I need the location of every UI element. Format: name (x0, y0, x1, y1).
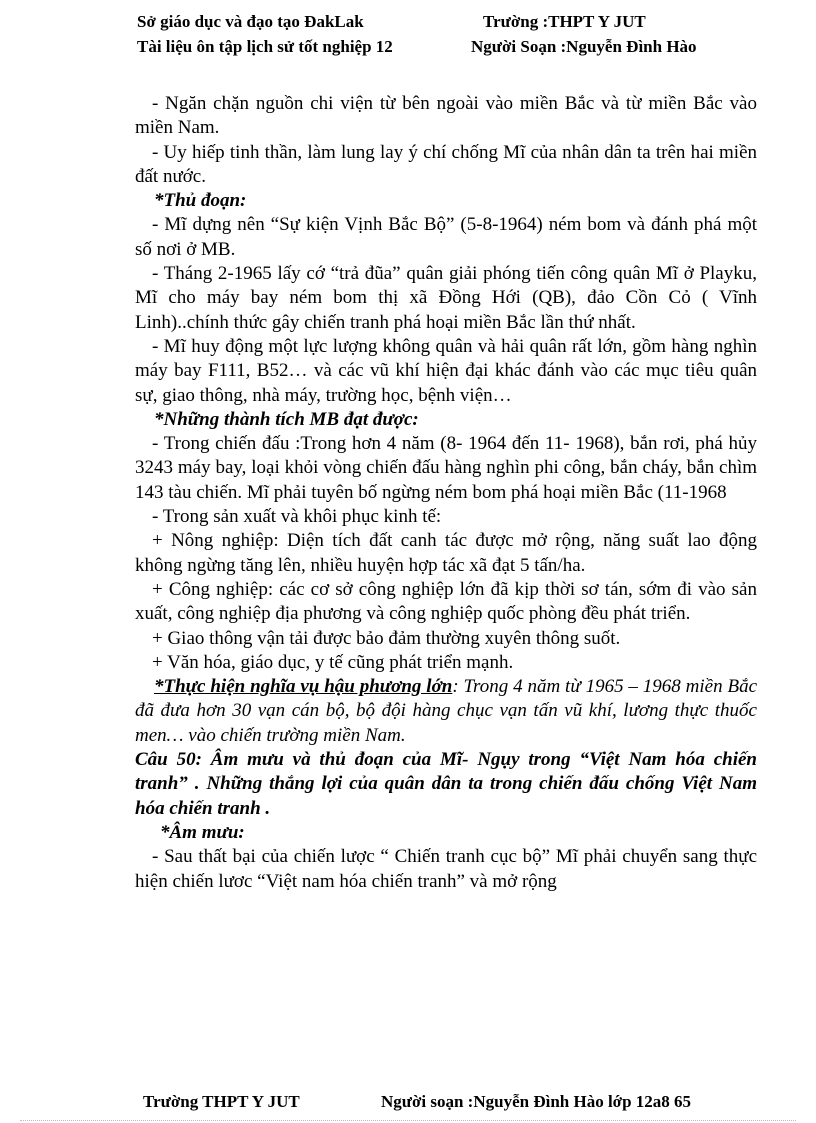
footer-author: Người soạn :Nguyễn Đình Hào lớp 12a8 65 (381, 1092, 692, 1111)
paragraph: + Nông nghiệp: Diện tích đất canh tác được mở rộng, năng suất lao động không ngừng tăng lên, nhiều huyện hợp tác xã đạt 5 tấn/ha. (135, 530, 757, 576)
paragraph: - Trong chiến đấu :Trong hơn 4 năm (8- 1964 đến 11- 1968), bắn rơi, phá hủy 3243 máy bay, loại khỏi vòng chiến đấu hàng nghìn phi công, bắn cháy, bắn chìm 143 tàu chiến. Mĩ phải tuyên bố ngừng ném bom phá hoại miền Bắc (11-1968 (135, 433, 757, 503)
footer-school: Trường THPT Y JUT (143, 1092, 300, 1111)
paragraph: + Giao thông vận tải được bảo đảm thường xuyên thông suốt. (152, 627, 621, 649)
paragraph: - Sau thất bại của chiến lược “ Chiến tranh cục bộ” Mĩ phải chuyển sang thực hiện chiến lươc “Việt nam hóa chiến tranh” và mở rộng (135, 846, 757, 892)
section-heading-thanh-tich: *Những thành tích MB đạt được: (154, 408, 419, 430)
paragraph: - Mĩ huy động một lực lượng không quân và hải quân rất lớn, gồm hàng nghìn máy bay F111, B52… và các vũ khí hiện đại khác đánh vào các mục tiêu quân sự, giao thông, nhà máy, trường học, bệnh viện… (135, 335, 757, 406)
paragraph: - Trong sản xuất và khôi phục kinh tế: (152, 506, 442, 528)
paragraph: - Ngăn chặn nguồn chi viện từ bên ngoài vào miền Bắc và từ miền Bắc vào miền Nam. (135, 93, 757, 139)
page-header-line2 (137, 37, 697, 57)
paragraph: + Văn hóa, giáo dục, y tế cũng phát triển mạnh. (152, 651, 514, 673)
question-heading: Câu 50: Âm mưu và thủ đoạn của Mĩ- Ngụy trong “Việt Nam hóa chiến tranh” . Những thắng lợi của quân dân ta trong chiến đấu chống Việt Nam hóa chiến tranh . (135, 749, 757, 819)
document-body (135, 92, 757, 894)
paragraph: + Công nghiệp: các cơ sở công nghiệp lớn đã kịp thời sơ tán, sớm đi vào sản xuất, công nghiệp địa phương và công nghiệp quốc phòng đều phát triển. (135, 578, 757, 625)
paragraph: - Uy hiếp tinh thần, làm lung lay ý chí chống Mĩ của nhân dân ta trên hai miền đất nước. (135, 141, 757, 187)
section-heading-thu-doan: *Thủ đoạn: (154, 190, 247, 212)
section-heading-am-muu: *Âm mưu: (160, 821, 245, 843)
paragraph-nghia-vu (135, 675, 757, 748)
header-school: Trường :THPT Y JUT (483, 12, 646, 31)
section-heading-nghia-vu: *Thực hiện nghĩa vụ hậu phương lớn (154, 676, 453, 698)
paragraph: - Tháng 2-1965 lấy cớ “trả đũa” quân giải phóng tiến công quân Mĩ ở Playku, Mĩ cho máy bay ném bom thị xã Đồng Hới (QB), đảo Cồn Cỏ ( Vĩnh Linh)..chính thức gây chiến tranh phá hoại miền Bắc lần thứ nhất. (135, 263, 757, 333)
paragraph-text: : Trong 4 năm từ 1965 – 1968 miền Bắc đã đưa hơn 30 vạn cán bộ, bộ đội hàng chục vạn tấn vũ khí, lương thực thuốc men… vào chiến trường miền Nam. (135, 676, 758, 746)
header-dept: Sở giáo dục và đạo tạo ĐakLak (137, 12, 364, 31)
paragraph: - Mĩ dựng nên “Sự kiện Vịnh Bắc Bộ” (5-8-1964) ném bom và đánh phá một số nơi ở MB. (135, 214, 757, 260)
footer-divider (20, 1120, 796, 1121)
page-header (137, 12, 646, 32)
header-doc-title: Tài liệu ôn tập lịch sử tốt nghiệp 12 (137, 37, 393, 56)
header-author: Người Soạn :Nguyễn Đình Hào (471, 37, 697, 56)
